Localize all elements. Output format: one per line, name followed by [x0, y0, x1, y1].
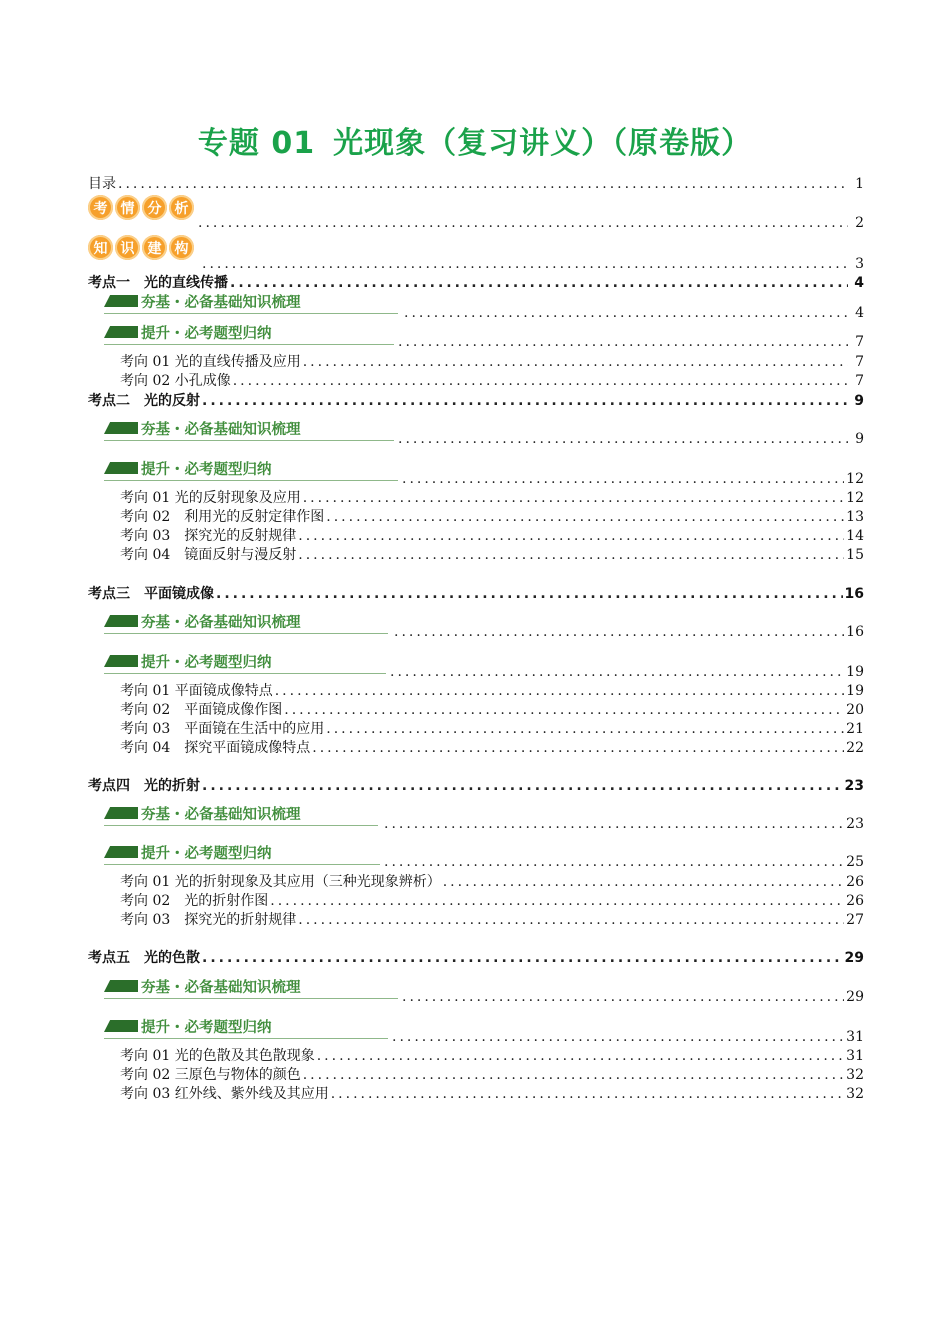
dot-leader	[303, 353, 848, 372]
toc-page: 3	[855, 256, 864, 272]
toc-page: 31	[846, 1029, 864, 1045]
bar-label: 提升・必考题型归纳	[141, 653, 272, 671]
dot-leader	[233, 372, 848, 391]
bar-rule	[104, 313, 398, 314]
toc-label: 考向 01 光的反射现象及应用	[120, 490, 301, 506]
dot-leader	[230, 274, 848, 293]
toc-row-base[interactable]	[396, 430, 864, 449]
badge-char: 构	[169, 235, 194, 260]
toc-page: 27	[846, 912, 864, 928]
toc-label: 考向 03 平面镜在生活中的应用	[120, 721, 325, 737]
toc-row-item[interactable]	[120, 527, 864, 546]
toc-row-item[interactable]	[120, 546, 864, 565]
dot-leader	[394, 623, 844, 642]
dot-leader	[202, 255, 848, 274]
toc-page: 15	[846, 547, 864, 563]
dot-leader	[312, 739, 844, 758]
toc-row-analysis[interactable]	[196, 214, 864, 233]
toc-page: 26	[846, 874, 864, 890]
bar-flag-icon	[104, 295, 138, 307]
bar-label: 夯基・必备基础知识梳理	[141, 613, 301, 631]
toc-label: 考点四 光的折射	[88, 778, 200, 794]
toc-row-base[interactable]	[400, 988, 864, 1007]
dot-leader	[443, 873, 844, 892]
badge-char: 析	[169, 195, 194, 220]
toc-row-item[interactable]	[120, 739, 864, 758]
toc-row-item[interactable]	[120, 1047, 864, 1066]
dot-leader	[392, 1028, 844, 1047]
toc-row-base[interactable]	[392, 623, 864, 642]
dot-leader	[303, 489, 844, 508]
bar-label: 提升・必考题型归纳	[141, 844, 272, 862]
section-bar-base	[104, 611, 301, 631]
badge-char: 建	[142, 235, 167, 260]
toc-page: 19	[846, 683, 864, 699]
toc-row-base[interactable]	[382, 815, 864, 834]
dot-leader	[402, 988, 844, 1007]
section-bar-up	[104, 322, 272, 342]
badge-char: 情	[115, 195, 140, 220]
toc-row-point[interactable]	[88, 392, 864, 411]
toc-page: 26	[846, 893, 864, 909]
bar-rule	[104, 864, 380, 865]
toc-label: 考向 03 探究光的反射规律	[120, 528, 297, 544]
bar-flag-icon	[104, 615, 138, 627]
toc-row-item[interactable]	[120, 1085, 864, 1104]
toc-row-item[interactable]	[120, 701, 864, 720]
bar-rule	[104, 440, 394, 441]
toc-page: 29	[846, 989, 864, 1005]
toc-row-up[interactable]	[388, 663, 864, 682]
toc-row-item[interactable]	[120, 911, 864, 930]
toc-label: 考向 02 光的折射作图	[120, 893, 269, 909]
toc-page: 31	[846, 1048, 864, 1064]
bar-rule	[104, 998, 398, 999]
section-bar-base	[104, 976, 301, 996]
toc-row-item[interactable]	[120, 720, 864, 739]
toc-label: 考点三 平面镜成像	[88, 586, 214, 602]
bar-label: 夯基・必备基础知识梳理	[141, 978, 301, 996]
toc-row-point[interactable]	[88, 949, 864, 968]
dot-leader	[118, 175, 848, 194]
dot-leader	[303, 1066, 844, 1085]
toc-page: 16	[846, 624, 864, 640]
toc-label: 考向 04 镜面反射与漫反射	[120, 547, 297, 563]
toc-page: 7	[855, 334, 864, 350]
toc-page: 14	[846, 528, 864, 544]
toc-row-item[interactable]	[120, 682, 864, 701]
toc-label: 目录	[88, 176, 116, 192]
toc-row-up[interactable]	[390, 1028, 864, 1047]
dot-leader	[326, 720, 844, 739]
toc-page: 13	[846, 509, 864, 525]
dot-leader	[216, 585, 843, 604]
section-bar-base	[104, 803, 301, 823]
title-main: 光现象（复习讲义）（原卷版）	[333, 126, 753, 161]
bar-label: 夯基・必备基础知识梳理	[141, 420, 301, 438]
bar-flag-icon	[104, 846, 138, 858]
bar-rule	[104, 480, 398, 481]
toc-row-item[interactable]	[120, 1066, 864, 1085]
dot-leader	[384, 815, 844, 834]
toc-row-item[interactable]	[120, 353, 864, 372]
toc-label: 考向 02 平面镜成像作图	[120, 702, 283, 718]
bar-rule	[104, 673, 386, 674]
dot-leader	[284, 701, 844, 720]
bar-label: 提升・必考题型归纳	[141, 1018, 272, 1036]
toc-row-up[interactable]	[400, 470, 864, 489]
analysis-badges	[88, 195, 194, 220]
toc-row-structure[interactable]	[200, 255, 864, 274]
section-bar-up	[104, 842, 272, 862]
bar-flag-icon	[104, 980, 138, 992]
toc-label: 考向 02 三原色与物体的颜色	[120, 1067, 301, 1083]
toc-page: 1	[855, 176, 864, 192]
toc-label: 考向 01 光的直线传播及应用	[120, 354, 301, 370]
toc-page: 9	[855, 431, 864, 447]
toc-row-contents[interactable]	[88, 175, 864, 194]
badge-char: 识	[115, 235, 140, 260]
toc-label: 考向 03 红外线、紫外线及其应用	[120, 1086, 329, 1102]
section-bar-base	[104, 291, 301, 311]
toc-row-item[interactable]	[120, 489, 864, 508]
dot-leader	[298, 527, 844, 546]
structure-badges	[88, 235, 194, 260]
toc-label: 考向 04 探究平面镜成像特点	[120, 740, 311, 756]
dot-leader	[298, 911, 844, 930]
bar-rule	[104, 344, 394, 345]
toc-label: 考点二 光的反射	[88, 393, 200, 409]
toc-label: 考向 01 光的折射现象及其应用（三种光现象辨析）	[120, 874, 441, 890]
toc-page: 4	[854, 275, 864, 291]
bar-rule	[104, 633, 388, 634]
toc-page: 23	[844, 778, 864, 794]
badge-char: 分	[142, 195, 167, 220]
title-prefix: 专题 01	[197, 126, 316, 161]
bar-label: 夯基・必备基础知识梳理	[141, 805, 301, 823]
bar-rule	[104, 825, 378, 826]
dot-leader	[317, 1047, 844, 1066]
toc-page: 23	[846, 816, 864, 832]
dot-leader	[404, 304, 848, 323]
bar-label: 夯基・必备基础知识梳理	[141, 293, 301, 311]
bar-flag-icon	[104, 422, 138, 434]
bar-flag-icon	[104, 326, 138, 338]
toc-label: 考向 01 平面镜成像特点	[120, 683, 273, 699]
toc-row-up[interactable]	[382, 853, 864, 872]
dot-leader	[202, 949, 843, 968]
toc-page: 7	[855, 373, 864, 389]
toc-label: 考点一 光的直线传播	[88, 275, 228, 291]
section-bar-up	[104, 651, 272, 671]
toc-page: 22	[846, 740, 864, 756]
bar-flag-icon	[104, 1020, 138, 1032]
dot-leader	[202, 392, 848, 411]
badge-char: 知	[88, 235, 113, 260]
dot-leader	[298, 546, 844, 565]
section-bar-up	[104, 1016, 272, 1036]
toc-label: 考向 02 利用光的反射定律作图	[120, 509, 325, 525]
toc-label: 考向 01 光的色散及其色散现象	[120, 1048, 315, 1064]
toc-row-item[interactable]	[120, 892, 864, 911]
toc-label: 考向 02 小孔成像	[120, 373, 231, 389]
dot-leader	[390, 663, 844, 682]
toc-row-base[interactable]	[402, 304, 864, 323]
badge-char: 考	[88, 195, 113, 220]
toc-row-item[interactable]	[120, 508, 864, 527]
toc-page: 32	[846, 1067, 864, 1083]
toc-page: 32	[846, 1086, 864, 1102]
bar-flag-icon	[104, 655, 138, 667]
toc-label: 考向 03 探究光的折射规律	[120, 912, 297, 928]
toc-page: 7	[855, 354, 864, 370]
dot-leader	[270, 892, 844, 911]
dot-leader	[398, 430, 848, 449]
toc-page: 19	[846, 664, 864, 680]
toc-page: 12	[846, 471, 864, 487]
toc-page: 29	[844, 950, 864, 966]
bar-flag-icon	[104, 462, 138, 474]
toc-page: 2	[855, 215, 864, 231]
toc-page: 25	[846, 854, 864, 870]
toc-page: 9	[854, 393, 864, 409]
toc-page: 16	[844, 586, 864, 602]
toc-page: 20	[846, 702, 864, 718]
toc-page: 21	[846, 721, 864, 737]
section-bar-up	[104, 458, 272, 478]
dot-leader	[402, 470, 844, 489]
dot-leader	[326, 508, 844, 527]
toc-page: 12	[846, 490, 864, 506]
section-bar-base	[104, 418, 301, 438]
page-title	[0, 118, 950, 162]
dot-leader	[275, 682, 844, 701]
dot-leader	[398, 333, 848, 352]
dot-leader	[384, 853, 844, 872]
toc-page: 4	[855, 305, 864, 321]
toc-row-point[interactable]	[88, 777, 864, 796]
dot-leader	[331, 1085, 844, 1104]
toc-row-point[interactable]	[88, 585, 864, 604]
toc-row-item[interactable]	[120, 372, 864, 391]
bar-flag-icon	[104, 807, 138, 819]
dot-leader	[202, 777, 843, 796]
dot-leader	[198, 214, 848, 233]
bar-label: 提升・必考题型归纳	[141, 324, 272, 342]
toc-row-item[interactable]	[120, 873, 864, 892]
bar-label: 提升・必考题型归纳	[141, 460, 272, 478]
toc-row-up[interactable]	[396, 333, 864, 352]
bar-rule	[104, 1038, 388, 1039]
toc-label: 考点五 光的色散	[88, 950, 200, 966]
